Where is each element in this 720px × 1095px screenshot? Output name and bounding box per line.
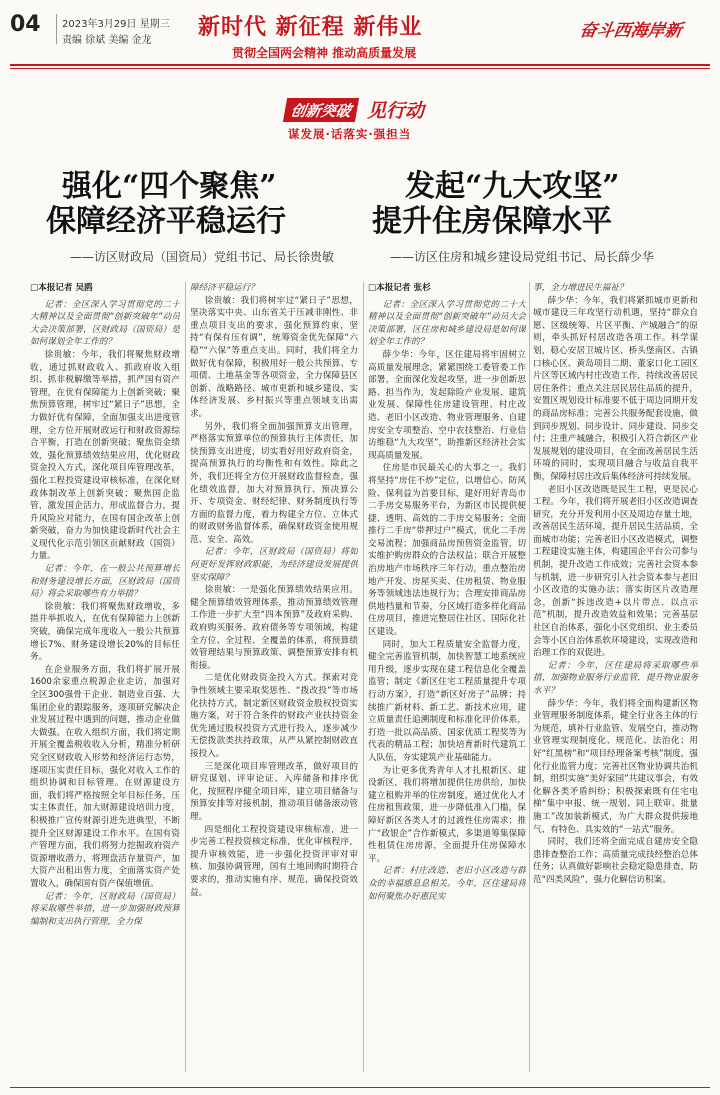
header-rule-thin: [10, 68, 710, 69]
header-rule: [10, 64, 710, 66]
issue-date: 2023年3月29日 星期三: [62, 19, 170, 30]
banner-label-right: 见行动: [367, 100, 425, 122]
column-divider: [185, 282, 186, 1072]
paragraph: 薛少华：今年，我们将全面构建新区物业管理服务制度体系，健全行业各主体的行为规范，填补行业监管、发展空白，推动物业管理实现制度化、规范化、法治化；用好“红黑榜”和“项目经理备案考核”制度，强化行业监管力度；完善社区物业协调共治机制，组织实施“美好家园”共建议事会，有效化解各类矛盾纠纷；积极探索既有住宅电梯“集中申报、统一规划、同上联审、批量施工”改加装新模式，为广大群众提供接地气、有特色、具实效的“一站式”服务。: [533, 698, 698, 835]
paragraph: 徐贵敏：我们将树牢过“紧日子”思想，坚决落实中央、山东省关于压减非刚性、非重点项目支出的要求，强化预算约束，坚持“有保有压有调”，统筹资金优先保障“六稳”“六保”等重点支出。同时，我们将全力做好优有保障，积极用好一般公共预算、专项债、土地基金等各项资金，全力保障县区创新、战略路径、城市更新和城乡建设、实体经济发展、乡村振兴等重点领域支出需求。: [190, 295, 358, 419]
banner-subtitle: 谋发展·话落实·强担当: [288, 127, 412, 141]
column-divider: [363, 282, 364, 1072]
left-reporter: □本报记者 吴鸥: [30, 283, 93, 293]
paragraph: 三是深化项目库管理改革，做好项目的研究谋划、评审论证、入库储备和排序优化，按照程序健全项目库，建立项目储备与预算安排等对接机制，推动项目储备滚动管理。: [190, 761, 358, 822]
right-article-column-2: [533, 282, 698, 1082]
left-article-column-2: [190, 282, 358, 1007]
banner-label-left: 创新突破: [283, 98, 359, 122]
paragraph: 记者：今年，在一般公共预算增长和财务建设增长方面，区财政局（国资局）将会采取哪些有力举措？: [30, 564, 180, 600]
right-reporter: □本报记者 张杉: [368, 283, 431, 293]
paragraph: 为让更多优秀青年人才扎根新区、建设新区，我们将增加提供住房供给，加快建立租购并举的住房制度，通过优化人才住房租售政策，进一步降低准入门槛，保障好新区各类人才的过渡性住房需求；推广“政银企”合作新模式，多渠道筹集保障性租赁住房房源，全面提升住房保障水平。: [368, 765, 526, 864]
left-article-column-1: [30, 282, 180, 1072]
footer-rule: [10, 1087, 710, 1088]
left-headline-line1: 强化“四个聚焦”: [62, 169, 277, 204]
paragraph: 薛少华：今年，区住建局将牢固树立高质量发展理念，紧紧围绕工委管委工作部署，全面深化发起攻坚，进一步创新思路、担当作为，发起除险产业发展、建筑业发展、保障性住房建设管理、村庄改造、老旧小区改造、物业管理服务、自建房安全专项整治、空中农技整治、行业信访维稳“九大攻坚”，助推新区经济社会实现高质量发展。: [368, 349, 526, 461]
paragraph: 二是优化财政资金投入方式。探索对竞争性领域主要采取奖惩性、“拨改投”等市场化扶持方式，制定新区财政资金股权投资实施方案，对于符合条件的财政产业扶持资金优先通过股权投资方式进行投入，逐步减少无偿拨款类扶持政策，从严从紧控制财政直接投入。: [190, 673, 358, 759]
paragraph: 记者：今年，区财政局（国资局）将如何更好发挥财政职能，为经济建设发展提供坚实保障？: [190, 547, 358, 583]
paragraph: 四是细化工程投资建设审核标准，进一步完善工程投资核定标准，优化审核程序，提升审核效能，进一步强化投资评审对审核、加强协调管理，国有土地回购时期符合要求的，推动实施有序、规范，确保投资效益。: [190, 824, 358, 898]
paragraph: 记者：今年，区住建局将采取哪些举措，加强物业服务行业监管，提升物业服务水平？: [533, 660, 698, 696]
paragraph: 同时，我们还将全面完成自建房安全隐患排查整治工作；高质量完成技经整治总体任务；认真做好影响社会稳定隐患排查，防范“四类风险”，强力化解信访积案。: [533, 837, 698, 885]
section-subtitle: 贯彻全国两会精神 推动高质量发展: [232, 46, 417, 60]
paragraph: 同时，加大工程质量安全监督力度，健全完善监管机制，加快智慧工地系统应用升级，逐步实现在建工程信息化全覆盖监管；制定《新区住宅工程质量提升专项行动方案》，打造“新区好房子”品牌；持续推广新材料、新工艺、新技术应用，建立质量责任追溯制度和标准化评价体系，打造一批以高品质、国家优质工程奖等为代表的精品工程；加快培育新时代建筑工人队伍，夯实建筑产业基础能力。: [368, 639, 526, 763]
header-divider: [56, 14, 57, 44]
paragraph: 记者：全区深入学习贯彻党的二十大精神以及全面贯彻“创新突破年”动员大会决策部署，区财政局（国资局）是如何谋划全年工作的？: [30, 299, 180, 348]
paragraph: 老旧小区改造既是民生工程，更是民心工程。今年，我们将开展老旧小区改造调查研究，充分开发利用小区及周边存量土地，改善居民生活环境，提升居民生活品质，全面城市功能；完善老旧小区改造模式，调整工程建设实施主体，构建国企平台公司参与机制，提升改造工作成效；完善社会资本参与机制，进一步研究引入社会资本参与老旧小区改造的实施办法；落实街区片改造理念，创新“拆违改造+以片带点、以点示范”机制，提升改造效益和效果；完善基层社区自治体系，强化小区党组织、业主委员会等小区自治体系软环境建设，实现改造和治理工作的双促进。: [533, 484, 698, 659]
paragraph: 薛少华：今年，我们将紧抓城市更新和城市建设三年攻坚行动机遇，坚持“群众自愿、区级统筹、片区平衡、产城融合”的原则，牵头抓好村居改造各项工作。科学谋划，稳心安居卫城片区、桥头堡南区、古镇口核心区、黄岛项目二期、董家口化工园区片区等区域内村庄改造工作，持续改善居民居住条件；重点关注居民居住品质的提升，安置区规划设计标准要不低于周边同期开发的商品房标准；完善公共服务配套设施，做到同步规划、同步设计、同步建设、同步交付；注重产城融合，积极引入符合新区产业发展规划的建设项目，在全面改善居民生活环境的同时，实现项目融合与收益自我平衡，保障村居庄改后集体经济可持续发展。: [533, 295, 698, 482]
left-headline-line2: 保障经济平稳运行: [46, 204, 286, 239]
paragraph: 住房是市民最关心的大事之一。我们将坚持“房住不炒”定位，以增信心、防风险、保利益为首要目标，建好用好青岛市二手房交易服务平台，为新区市民提供便捷、透明、高效的二手房交易服务；全面推行二手房“带押过户”模式，优化二手房交易流程；加强商品房预售资金监管，切实维护购房群众的合法权益；联合开展整治房地产市场秩序三年行动，重点整治房地产开发、房屋买卖、住房租赁、物业服务等领域违法违规行为；合理安排商品房供地档量和节奏，分区域打造多样化商品住房项目，推进完整居住社区、国际化社区建设。: [368, 463, 526, 638]
masthead-logo: 奋斗西海岸新: [578, 21, 684, 41]
column-banner: [285, 98, 440, 126]
paragraph: 徐贵敏：我们将聚焦财政增收，多措并举抓收入，在优有保障能力上创新突破，确保完成年度收入一般公共预算增长7%、财务建设增长20%的目标任务。: [30, 601, 180, 663]
paragraph: 另外，我们将全面加强预算支出管理，严格落实预算单位的预算执行主体责任，加快预算支出进度，切实看好用好政府资金，提高预算执行的均衡性和有效性。除此之外，我们还将全方位开展财政监督检查，强化绩效监督，加大对预算执行、预决算公开、专项资金、财经纪律、财务制度执行等方面的监督力度，着力构建全方位、立体式的财政财务监督体系，确保财政资金使用规范、安全、高效。: [190, 421, 358, 545]
column-divider: [529, 282, 530, 1072]
paragraph: 在企业服务方面，我们将扩展开展1600余家重点税源企业走访，加强对全区300强骨干企业、制造业百强、大集团企业的跟踪服务，逐项研究解决企业发展过程中遇到的问题，推动企业做大做强。在收入组织方面，我们将定期开展全覆盖税收收入分析，精准分析研究全区财政收入形势和经济运行态势，逐项压实责任目标，强化对收入工作的组织协调和目标管理。在财源建设方面，我们将严格按照全年目标任务，压实主体责任，加大财源建设培训力度，积极推广宣传财源引进先进典型，不断提升全区财源建设工作水平。在国有资产管理方面，我们将努力挖掘政府资产资源增收潜力，将理盘活存量资产，加大资产出租出售力度，全面落实资产处置收入，确保国有资产保值增值。: [30, 664, 180, 889]
editor-credits: 责编 徐斌 美编 金龙: [62, 35, 152, 46]
paragraph: 记者：今年，区财政局（国资局）将采取哪些举措，进一步加强财政预算编制和支出执行管理，全力保: [30, 891, 180, 927]
paragraph: 记者：全区深入学习贯彻党的二十大精神以及全面贯彻“创新突破年”动员大会决策部署，区住房和城乡建设局是如何谋划全年工作的？: [368, 299, 526, 348]
paragraph: 障经济平稳运行？: [190, 283, 259, 293]
paragraph: 事，全力增进民生福祉？: [533, 283, 628, 293]
paragraph: 徐贵敏：今年，我们将聚焦财政增收，通过抓财政收入、抓政府收入组织、抓非税解缴等举措，抓严国有资产管理，在优有保障能力上创新突破；聚焦预算管理，树牢过“紧日子”思想，全力做好优有保障，全面加强支出进度管理，全方位开展财政运行和财政资源综合平衡，打造在创新突破；聚焦资金绩效，强化预算绩效结果应用，优化财政资金投入方式，深化项目库管理改革，强化工程投资建设审核标准，在深化财政体制改革上创新突破；聚焦国企监管，激发国企活力，形成监督合力，提升风险应对能力，在国有国企改革上创新突破，奋力为加快建设新时代社会主义现代化示范引领区贡献财政（国资）力量。: [30, 349, 180, 562]
section-slogan: 新时代 新征程 新伟业: [198, 14, 423, 40]
left-subheadline: ——访区财政局（国资局）党组书记、局长徐贵敏: [70, 250, 335, 264]
page-number: 04: [10, 12, 41, 37]
right-headline-line1: 发起“九大攻坚”: [405, 169, 620, 204]
paragraph: 记者：村庄改造、老旧小区改造与群众的幸福感息息相关。今年，区住建局将如何聚焦办好惠民实: [368, 866, 526, 902]
right-article-column-1: [368, 282, 526, 1072]
paragraph: 徐贵敏：一是强化预算绩效结果应用。健全预算绩效管理体系，推动预算绩效管理工作进一步扩大至“四本预算”及政府采购、政府购买服务、政府债务等专项领域，构建全方位、全过程、全覆盖的体系，将预算绩效管理结果与预算政策、调整预算安排有机衔接。: [190, 585, 358, 671]
right-headline-line2: 提升住房保障水平: [372, 204, 612, 239]
right-subheadline: ——访区住房和城乡建设局党组书记、局长薛少华: [390, 250, 655, 264]
